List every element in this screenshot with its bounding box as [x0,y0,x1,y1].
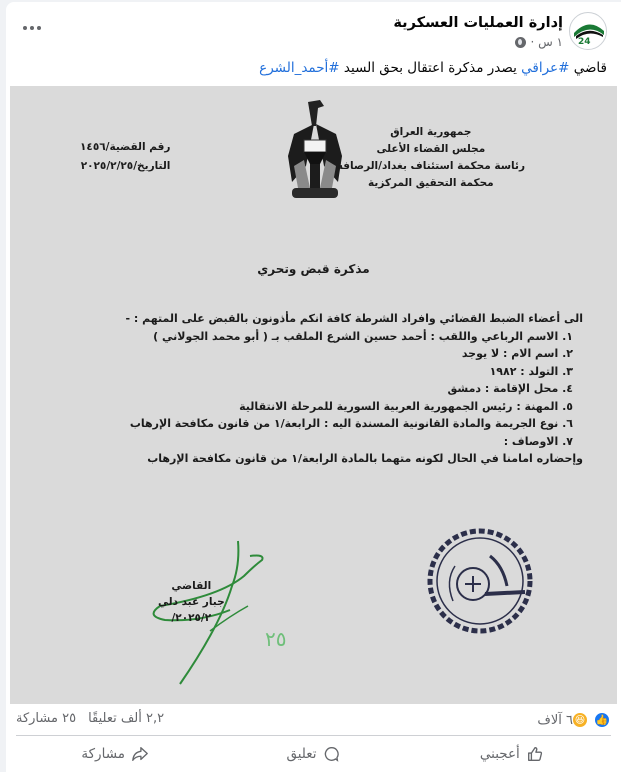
document-item: ٧. الاوصاف : [503,434,573,448]
like-button[interactable] [413,740,611,768]
document-header-left [80,138,170,176]
post-header [6,12,621,56]
page-avatar[interactable] [569,12,607,50]
signature-title: القاضي [171,580,212,592]
svg-text:٢٥: ٢٥ [265,627,287,651]
post-time[interactable]: ١ س · [530,35,563,49]
share-arrow-icon [131,745,149,763]
page-name[interactable]: إدارة العمليات العسكرية [393,15,563,31]
share-label: مشاركة [81,746,125,762]
post-meta [515,35,563,49]
document-date: التاريخ/٢٠٢٥/٢/٢٥ [80,160,171,172]
document-item: ٤. محل الإقامة : دمشق [447,382,573,395]
like-reaction-icon: 👍 [593,711,611,729]
document-item: ٣. التولد : ١٩٨٢ [489,364,573,378]
thumbs-up-icon [526,745,544,763]
document-item: ٦. نوع الجريمة والمادة القانونية المسندة اليه : الرابعة/١ من قانون مكافحة الإرهاب [129,417,573,430]
comment-label: تعليق [286,746,317,762]
more-options-button[interactable] [20,20,44,36]
syria24-logo-icon [570,13,607,50]
comment-bubble-icon [323,745,341,763]
header-line: جمهورية العراق [390,126,472,138]
signature-date: ٢٠٢٥/٢/ [171,612,212,624]
caption-text: قاضي [569,60,607,76]
header-line: رئاسة محكمة استئناف بغداد/الرصافة [336,160,525,172]
document-item: ١. الاسم الرباعي واللقب : أحمد حسين الشرع الملقب بـ ( أبو محمد الجولاني ) [153,329,573,343]
document-item: ٢. اسم الام : لا يوجد [461,347,573,360]
signature-block [158,578,225,626]
more-dot-icon [37,26,41,30]
header-line: محكمة التحقيق المركزية [368,177,494,189]
more-dot-icon [23,26,27,30]
shares-count[interactable]: ٢٥ مشاركة [16,711,77,726]
like-label: أعجبني [479,746,520,762]
post-stats-bar [16,708,611,736]
document-body [125,310,583,468]
post-actions-bar [16,740,611,768]
comments-count[interactable]: ٢,٢ ألف تعليقًا [88,711,165,726]
post-image-document[interactable] [10,86,617,704]
document-header-right [337,124,525,192]
header-line: مجلس القضاء الأعلى [376,143,486,155]
comment-button[interactable] [214,740,412,768]
hashtag-link[interactable]: #عراقي [521,60,570,76]
reactions-summary[interactable] [537,711,611,729]
haha-reaction-icon: 😆 [571,711,589,729]
court-stamp-icon [425,526,535,636]
svg-text:24: 24 [578,37,591,47]
judge-name: جبار عبد دلي [158,596,225,608]
more-dot-icon [30,26,34,30]
document-title: مذكرة قبض وتحري [257,262,370,276]
hashtag-link[interactable]: #أحمد_الشرع [259,60,340,76]
document-intro: الى أعضاء الضبط القضائي وافراد الشرطة كافة انكم مأذونون بالقبض على المتهم : - [125,312,583,325]
caption-text: يصدر مذكرة اعتقال بحق السيد [339,60,522,76]
document-closing: وإحضاره امامنا في الحال لكونه متهما بالمادة الرابعة/١ من قانون مكافحة الإرهاب [147,452,583,465]
globe-icon [515,37,526,48]
post-card [6,2,621,772]
reactions-count[interactable]: ٦ آلاف [537,712,573,728]
post-caption [259,60,607,76]
share-button[interactable] [16,740,214,768]
document-item: ٥. المهنة : رئيس الجمهورية العربية السورية للمرحلة الانتقالية [239,399,573,413]
case-number: رقم القضية/١٤٥٦ [80,141,171,153]
engagement-counts [16,711,164,726]
